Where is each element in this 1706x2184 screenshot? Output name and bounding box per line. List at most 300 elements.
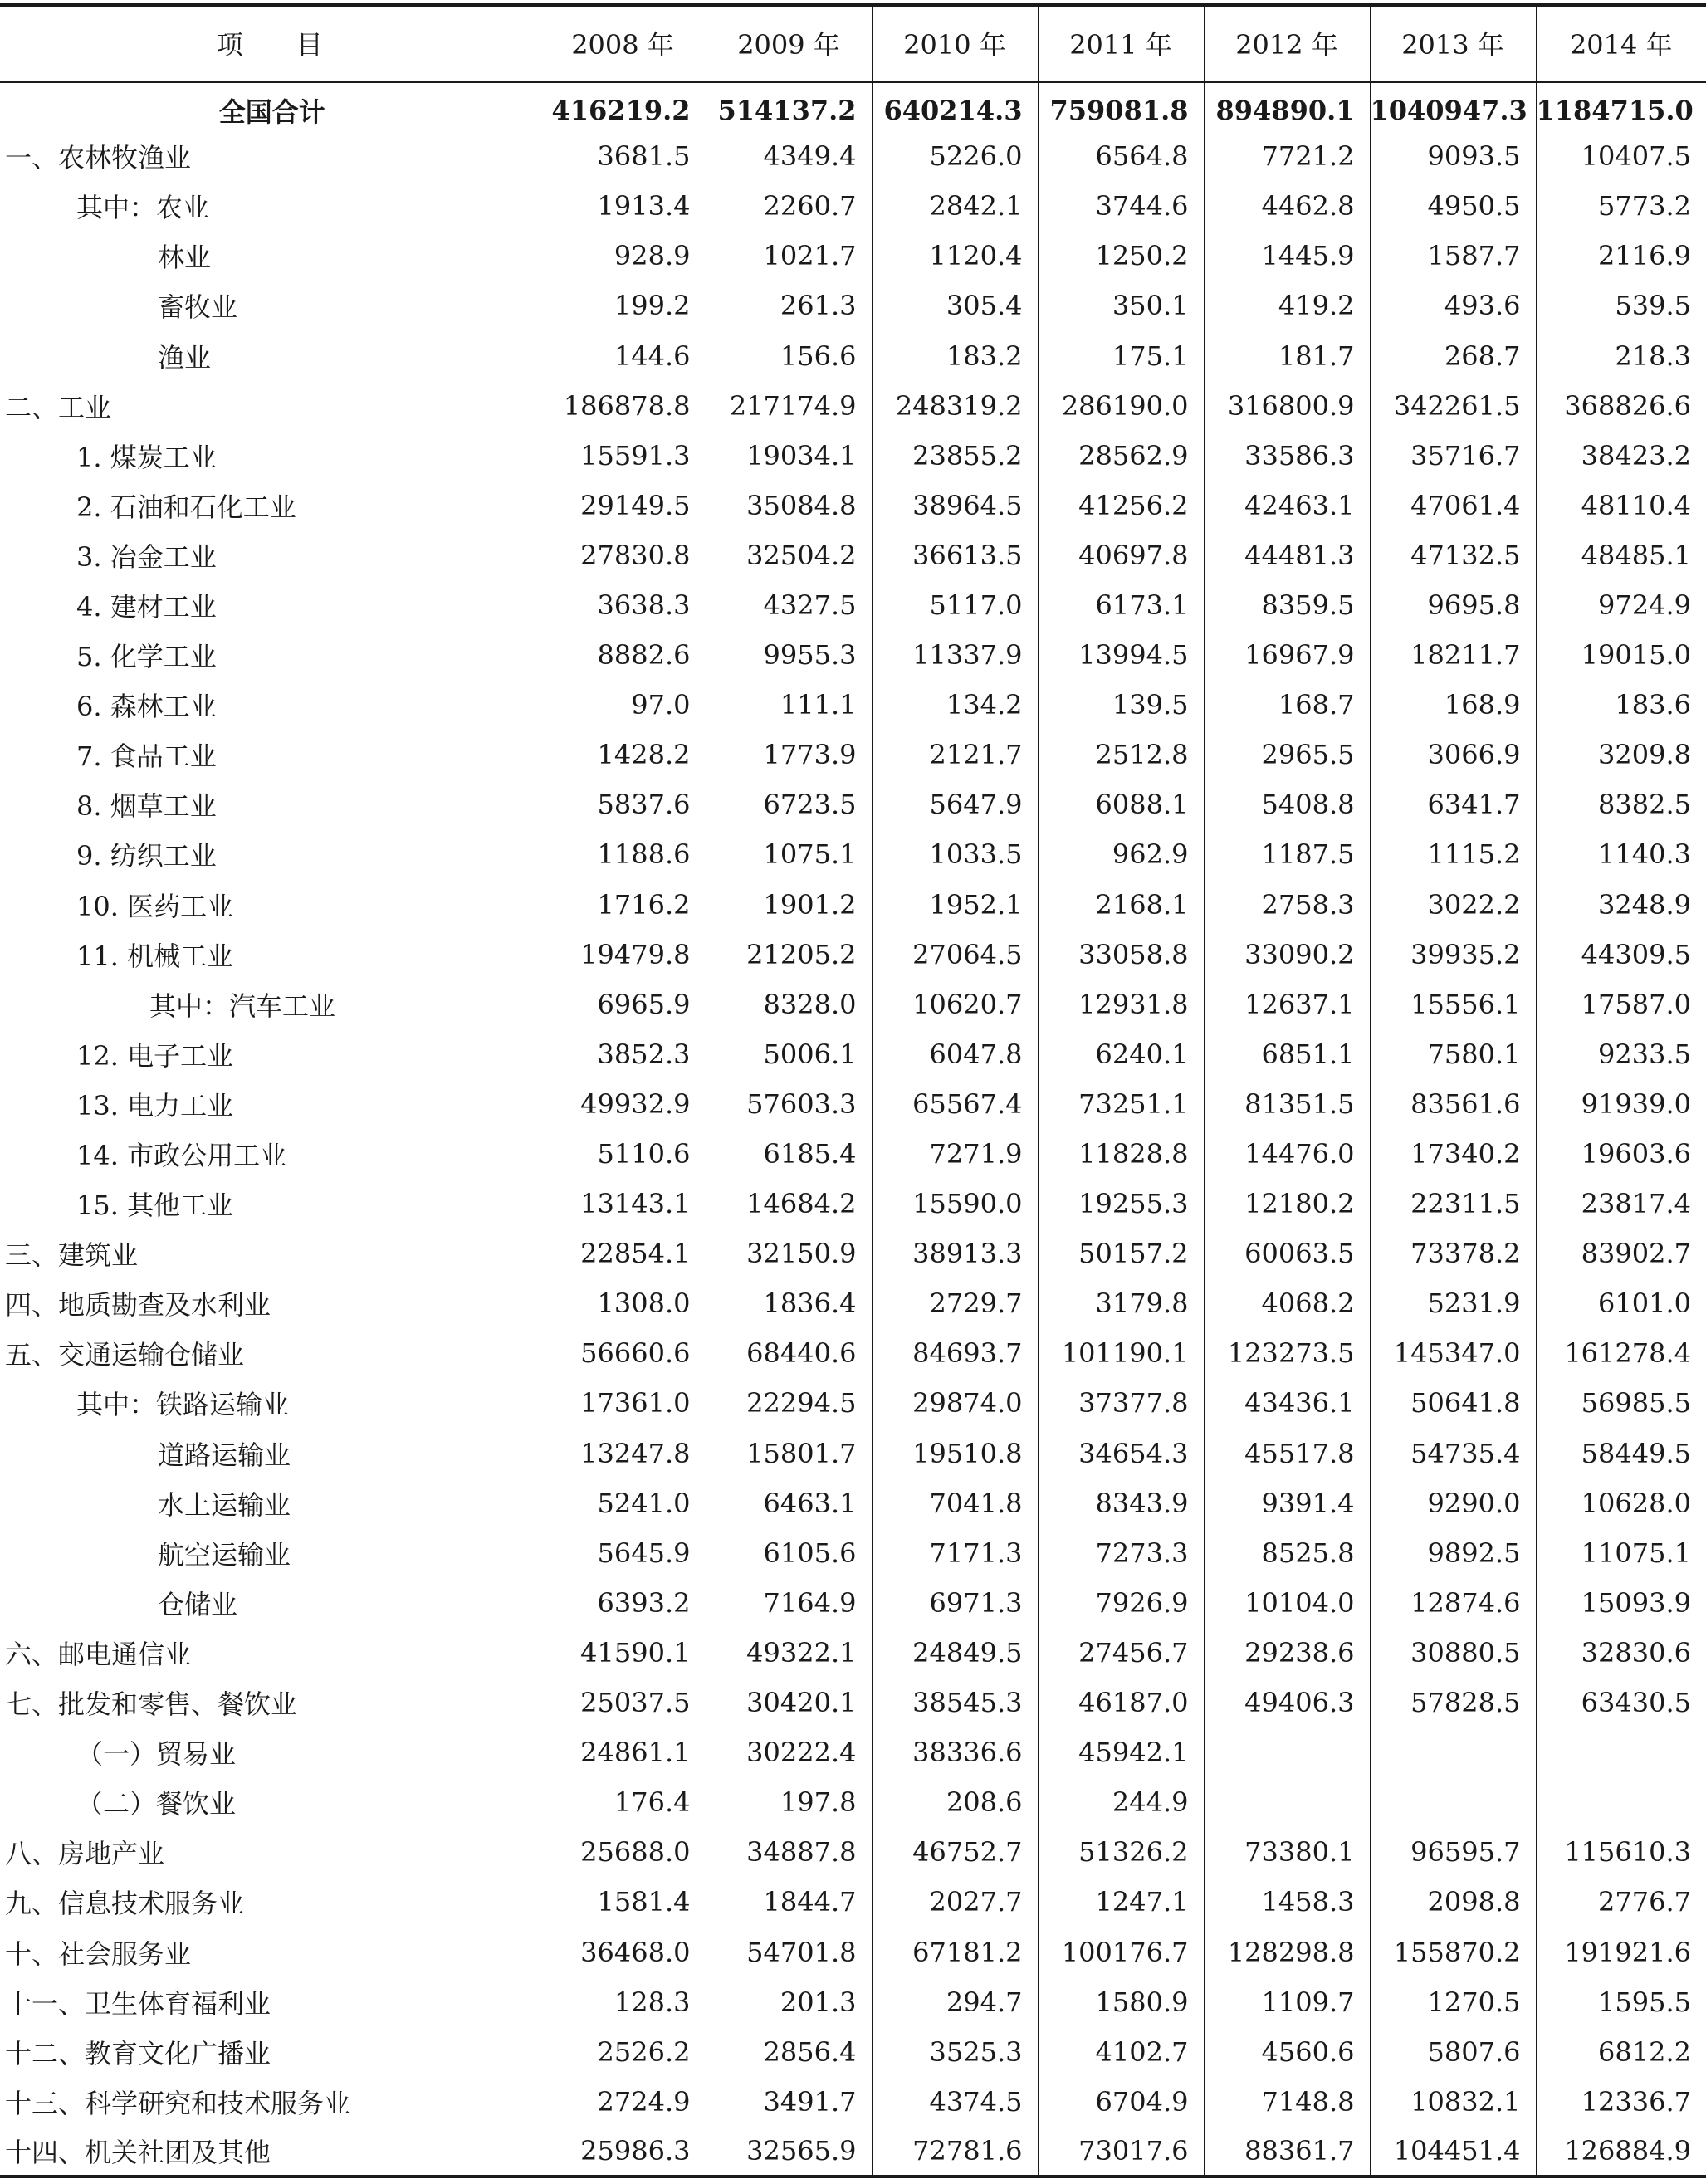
- value-cell: 493.6: [1370, 281, 1536, 330]
- value-cell: 47061.4: [1370, 481, 1536, 530]
- value-cell: 6173.1: [1038, 580, 1204, 630]
- value-cell: 4349.4: [706, 131, 872, 181]
- value-cell: 15591.3: [540, 431, 706, 481]
- value-cell: 3681.5: [540, 131, 706, 181]
- value-cell: 2121.7: [872, 730, 1038, 779]
- value-cell: 6105.6: [706, 1528, 872, 1578]
- value-cell: 5645.9: [540, 1528, 706, 1578]
- value-cell: 23855.2: [872, 431, 1038, 481]
- value-cell: 5807.6: [1370, 2027, 1536, 2077]
- value-cell: 17340.2: [1370, 1129, 1536, 1179]
- value-cell: 3638.3: [540, 580, 706, 630]
- value-cell: 60063.5: [1204, 1229, 1370, 1278]
- table-row: [0, 880, 1706, 930]
- value-cell: 539.5: [1536, 281, 1706, 330]
- value-cell: 7148.8: [1204, 2077, 1370, 2127]
- value-cell: 42463.1: [1204, 481, 1370, 530]
- row-label: 全国合计: [218, 95, 325, 128]
- value-cell: 316800.9: [1204, 381, 1370, 431]
- row-label: 畜牧业: [158, 291, 238, 324]
- row-label: 仓储业: [158, 1588, 238, 1620]
- value-cell: 1595.5: [1536, 1977, 1706, 2027]
- value-cell: 1040947.3: [1370, 81, 1536, 131]
- table-row: [0, 730, 1706, 779]
- value-cell: 13143.1: [540, 1179, 706, 1229]
- value-cell: 19034.1: [706, 431, 872, 481]
- value-cell: 640214.3: [872, 81, 1038, 131]
- row-label: 6. 森林工业: [76, 691, 217, 723]
- value-cell: 145347.0: [1370, 1328, 1536, 1378]
- row-label: 林业: [158, 242, 212, 274]
- value-cell: 156.6: [706, 330, 872, 380]
- value-cell: 1458.3: [1204, 1877, 1370, 1927]
- value-cell: 13994.5: [1038, 630, 1204, 680]
- value-cell: 49932.9: [540, 1079, 706, 1129]
- value-cell: 37377.8: [1038, 1378, 1204, 1428]
- value-cell: 6088.1: [1038, 779, 1204, 829]
- value-cell: [1536, 1777, 1706, 1827]
- value-cell: 14476.0: [1204, 1129, 1370, 1179]
- value-cell: [1204, 1727, 1370, 1777]
- value-cell: 416219.2: [540, 81, 706, 131]
- value-cell: 1115.2: [1370, 829, 1536, 879]
- value-cell: 7041.8: [872, 1478, 1038, 1528]
- value-cell: 5408.8: [1204, 779, 1370, 829]
- row-label: 八、房地产业: [5, 1838, 165, 1870]
- row-label: 十四、机关社团及其他: [0, 2127, 540, 2177]
- value-cell: 2098.8: [1370, 1877, 1536, 1927]
- value-cell: 7926.9: [1038, 1578, 1204, 1628]
- header-year-2013: 2013 年: [1370, 5, 1536, 81]
- value-cell: 244.9: [1038, 1777, 1204, 1827]
- row-label: 12. 电子工业: [76, 1039, 234, 1072]
- value-cell: 1773.9: [706, 730, 872, 779]
- row-label: 三、建筑业: [5, 1239, 139, 1272]
- value-cell: 73380.1: [1204, 1827, 1370, 1877]
- value-cell: 18211.7: [1370, 630, 1536, 680]
- value-cell: 139.5: [1038, 680, 1204, 730]
- value-cell: 32565.9: [706, 2127, 872, 2177]
- value-cell: 181.7: [1204, 330, 1370, 380]
- value-cell: 36468.0: [540, 1927, 706, 1976]
- value-cell: [1370, 1777, 1536, 1827]
- value-cell: 2260.7: [706, 181, 872, 231]
- value-cell: 183.6: [1536, 680, 1706, 730]
- value-cell: 54735.4: [1370, 1429, 1536, 1478]
- value-cell: 186878.8: [540, 381, 706, 431]
- value-cell: 7580.1: [1370, 1029, 1536, 1079]
- row-label: 13. 电力工业: [76, 1089, 234, 1121]
- value-cell: 3209.8: [1536, 730, 1706, 779]
- value-cell: 2758.3: [1204, 880, 1370, 930]
- value-cell: 50641.8: [1370, 1378, 1536, 1428]
- statistics-table: [0, 3, 1706, 2178]
- value-cell: 19255.3: [1038, 1179, 1204, 1229]
- value-cell: 44481.3: [1204, 530, 1370, 580]
- value-cell: 759081.8: [1038, 81, 1204, 131]
- value-cell: 15590.0: [872, 1179, 1038, 1229]
- value-cell: 3491.7: [706, 2077, 872, 2127]
- value-cell: 1428.2: [540, 730, 706, 779]
- value-cell: 8882.6: [540, 630, 706, 680]
- value-cell: 1120.4: [872, 231, 1038, 281]
- value-cell: 22854.1: [540, 1229, 706, 1278]
- value-cell: 1140.3: [1536, 829, 1706, 879]
- table-row: [0, 1827, 1706, 1877]
- table-row: [0, 1429, 1706, 1478]
- value-cell: 39935.2: [1370, 930, 1536, 980]
- value-cell: 11828.8: [1038, 1129, 1204, 1179]
- value-cell: 2842.1: [872, 181, 1038, 231]
- row-label: 七、批发和零售、餐饮业: [5, 1688, 298, 1721]
- value-cell: 6704.9: [1038, 2077, 1204, 2127]
- value-cell: 4560.6: [1204, 2027, 1370, 2077]
- value-cell: 342261.5: [1370, 381, 1536, 431]
- value-cell: 5006.1: [706, 1029, 872, 1079]
- value-cell: 7271.9: [872, 1129, 1038, 1179]
- row-label: 9. 纺织工业: [76, 840, 217, 872]
- value-cell: 3744.6: [1038, 181, 1204, 231]
- value-cell: 56985.5: [1536, 1378, 1706, 1428]
- value-cell: 38913.3: [872, 1229, 1038, 1278]
- value-cell: 2512.8: [1038, 730, 1204, 779]
- table-row: [0, 381, 1706, 431]
- table-row: [0, 930, 1706, 980]
- value-cell: 100176.7: [1038, 1927, 1204, 1976]
- table-row: [0, 330, 1706, 380]
- table-row: [0, 1578, 1706, 1628]
- value-cell: 2729.7: [872, 1278, 1038, 1328]
- value-cell: 10832.1: [1370, 2077, 1536, 2127]
- value-cell: 10620.7: [872, 980, 1038, 1029]
- row-label: 14. 市政公用工业: [76, 1140, 287, 1172]
- value-cell: 1033.5: [872, 829, 1038, 879]
- value-cell: 7273.3: [1038, 1528, 1204, 1578]
- row-label: 十二、教育文化广播业: [5, 2037, 271, 2069]
- value-cell: 514137.2: [706, 81, 872, 131]
- value-cell: 29238.6: [1204, 1628, 1370, 1678]
- value-cell: 2526.2: [540, 2027, 706, 2077]
- value-cell: 41590.1: [540, 1628, 706, 1678]
- value-cell: 27456.7: [1038, 1628, 1204, 1678]
- value-cell: 22311.5: [1370, 1179, 1536, 1229]
- value-cell: 1836.4: [706, 1278, 872, 1328]
- table-row: [0, 1678, 1706, 1727]
- value-cell: 191921.6: [1536, 1927, 1706, 1976]
- table-row: [0, 2127, 1706, 2177]
- value-cell: 41256.2: [1038, 481, 1204, 530]
- value-cell: 261.3: [706, 281, 872, 330]
- table-row: [0, 1478, 1706, 1528]
- value-cell: 48110.4: [1536, 481, 1706, 530]
- row-label: 道路运输业: [158, 1439, 291, 1471]
- header-item: 项 目: [0, 5, 540, 81]
- row-label: 二、工业: [5, 391, 112, 423]
- table-row: [0, 481, 1706, 530]
- value-cell: 49406.3: [1204, 1678, 1370, 1727]
- value-cell: 1250.2: [1038, 231, 1204, 281]
- value-cell: 34654.3: [1038, 1429, 1204, 1478]
- table-header: [0, 5, 1706, 81]
- value-cell: 24849.5: [872, 1628, 1038, 1678]
- table-row: [0, 431, 1706, 481]
- value-cell: 29874.0: [872, 1378, 1038, 1428]
- value-cell: 5117.0: [872, 580, 1038, 630]
- value-cell: 248319.2: [872, 381, 1038, 431]
- value-cell: 9233.5: [1536, 1029, 1706, 1079]
- value-cell: 12931.8: [1038, 980, 1204, 1029]
- table-row: [0, 131, 1706, 181]
- value-cell: 35716.7: [1370, 431, 1536, 481]
- value-cell: 1580.9: [1038, 1977, 1204, 2027]
- value-cell: 1445.9: [1204, 231, 1370, 281]
- value-cell: 217174.9: [706, 381, 872, 431]
- value-cell: [1370, 1727, 1536, 1777]
- value-cell: 17587.0: [1536, 980, 1706, 1029]
- table-row: [0, 1029, 1706, 1079]
- row-label: 8. 烟草工业: [76, 790, 217, 823]
- value-cell: 27830.8: [540, 530, 706, 580]
- value-cell: 13247.8: [540, 1429, 706, 1478]
- value-cell: 24861.1: [540, 1727, 706, 1777]
- row-label: 十三、科学研究和技术服务业: [5, 2087, 351, 2119]
- row-label: 11. 机械工业: [76, 940, 234, 972]
- value-cell: 419.2: [1204, 281, 1370, 330]
- value-cell: 21205.2: [706, 930, 872, 980]
- value-cell: 9093.5: [1370, 131, 1536, 181]
- row-label: 六、邮电通信业: [5, 1638, 192, 1670]
- value-cell: 63430.5: [1536, 1678, 1706, 1727]
- table-row: [0, 1278, 1706, 1328]
- value-cell: 1184715.0: [1536, 81, 1706, 131]
- header-year-2011: 2011 年: [1038, 5, 1204, 81]
- value-cell: 286190.0: [1038, 381, 1204, 431]
- value-cell: 368826.6: [1536, 381, 1706, 431]
- value-cell: 3022.2: [1370, 880, 1536, 930]
- value-cell: 7164.9: [706, 1578, 872, 1628]
- value-cell: 5837.6: [540, 779, 706, 829]
- value-cell: 56660.6: [540, 1328, 706, 1378]
- value-cell: 2965.5: [1204, 730, 1370, 779]
- row-label: 航空运输业: [158, 1538, 291, 1571]
- value-cell: 25037.5: [540, 1678, 706, 1727]
- value-cell: 208.6: [872, 1777, 1038, 1827]
- table-row: [0, 231, 1706, 281]
- value-cell: 97.0: [540, 680, 706, 730]
- table-row: [0, 1328, 1706, 1378]
- value-cell: 25986.3: [540, 2127, 706, 2177]
- value-cell: 9290.0: [1370, 1478, 1536, 1528]
- value-cell: 126884.9: [1536, 2127, 1706, 2177]
- row-label: 渔业: [158, 341, 212, 374]
- value-cell: 15801.7: [706, 1429, 872, 1478]
- table-body: [0, 81, 1706, 2177]
- table-row: [0, 1528, 1706, 1578]
- row-label: 一、农林牧渔业: [5, 142, 192, 174]
- value-cell: 6185.4: [706, 1129, 872, 1179]
- value-cell: 111.1: [706, 680, 872, 730]
- value-cell: 38545.3: [872, 1678, 1038, 1727]
- value-cell: 46187.0: [1038, 1678, 1204, 1727]
- row-label: 2. 石油和石化工业: [76, 491, 296, 523]
- value-cell: 33586.3: [1204, 431, 1370, 481]
- value-cell: 29149.5: [540, 481, 706, 530]
- value-cell: 2116.9: [1536, 231, 1706, 281]
- value-cell: 65567.4: [872, 1079, 1038, 1129]
- value-cell: 1270.5: [1370, 1977, 1536, 2027]
- value-cell: 218.3: [1536, 330, 1706, 380]
- value-cell: 51326.2: [1038, 1827, 1204, 1877]
- value-cell: 4462.8: [1204, 181, 1370, 231]
- header-year-2009: 2009 年: [706, 5, 872, 81]
- value-cell: 83561.6: [1370, 1079, 1536, 1129]
- value-cell: 144.6: [540, 330, 706, 380]
- value-cell: 268.7: [1370, 330, 1536, 380]
- value-cell: 6965.9: [540, 980, 706, 1029]
- value-cell: 83902.7: [1536, 1229, 1706, 1278]
- value-cell: 22294.5: [706, 1378, 872, 1428]
- value-cell: 6851.1: [1204, 1029, 1370, 1079]
- value-cell: 161278.4: [1536, 1328, 1706, 1378]
- value-cell: 5226.0: [872, 131, 1038, 181]
- table-row: [0, 1079, 1706, 1129]
- value-cell: 1844.7: [706, 1877, 872, 1927]
- value-cell: 3179.8: [1038, 1278, 1204, 1328]
- value-cell: 1247.1: [1038, 1877, 1204, 1927]
- row-label: 九、信息技术服务业: [5, 1888, 245, 1920]
- value-cell: 48485.1: [1536, 530, 1706, 580]
- value-cell: 305.4: [872, 281, 1038, 330]
- value-cell: 30420.1: [706, 1678, 872, 1727]
- table-row: [0, 1129, 1706, 1179]
- value-cell: 1952.1: [872, 880, 1038, 930]
- value-cell: 15093.9: [1536, 1578, 1706, 1628]
- table-row: [0, 281, 1706, 330]
- value-cell: 4068.2: [1204, 1278, 1370, 1328]
- value-cell: 73378.2: [1370, 1229, 1536, 1278]
- value-cell: 38423.2: [1536, 431, 1706, 481]
- table-row: [0, 530, 1706, 580]
- value-cell: 44309.5: [1536, 930, 1706, 980]
- header-year-2012: 2012 年: [1204, 5, 1370, 81]
- table-row: [0, 1777, 1706, 1827]
- value-cell: 40697.8: [1038, 530, 1204, 580]
- value-cell: 30880.5: [1370, 1628, 1536, 1678]
- value-cell: 6240.1: [1038, 1029, 1204, 1079]
- value-cell: 104451.4: [1370, 2127, 1536, 2177]
- row-label: 十一、卫生体育福利业: [5, 1987, 271, 2020]
- value-cell: 32830.6: [1536, 1628, 1706, 1678]
- table-row: [0, 580, 1706, 630]
- value-cell: 6393.2: [540, 1578, 706, 1628]
- value-cell: 134.2: [872, 680, 1038, 730]
- value-cell: 50157.2: [1038, 1229, 1204, 1278]
- table-row: [0, 1927, 1706, 1976]
- value-cell: 11337.9: [872, 630, 1038, 680]
- value-cell: 4102.7: [1038, 2027, 1204, 2077]
- value-cell: 6047.8: [872, 1029, 1038, 1079]
- value-cell: 12874.6: [1370, 1578, 1536, 1628]
- row-label: 3. 冶金工业: [76, 540, 217, 573]
- table-row: [0, 1378, 1706, 1428]
- value-cell: 962.9: [1038, 829, 1204, 879]
- value-cell: 1188.6: [540, 829, 706, 879]
- value-cell: 10104.0: [1204, 1578, 1370, 1628]
- value-cell: 73251.1: [1038, 1079, 1204, 1129]
- value-cell: 33090.2: [1204, 930, 1370, 980]
- value-cell: 88361.7: [1204, 2127, 1370, 2177]
- value-cell: 17361.0: [540, 1378, 706, 1428]
- table-row: [0, 630, 1706, 680]
- row-label: 1. 煤炭工业: [76, 441, 217, 473]
- value-cell: 123273.5: [1204, 1328, 1370, 1378]
- value-cell: 6463.1: [706, 1478, 872, 1528]
- header-year-2014: 2014 年: [1536, 5, 1706, 81]
- value-cell: 3248.9: [1536, 880, 1706, 930]
- header-year-2010: 2010 年: [872, 5, 1038, 81]
- value-cell: 57828.5: [1370, 1678, 1536, 1727]
- value-cell: 1021.7: [706, 231, 872, 281]
- value-cell: 19479.8: [540, 930, 706, 980]
- value-cell: 128298.8: [1204, 1927, 1370, 1976]
- value-cell: 155870.2: [1370, 1927, 1536, 1976]
- table-row: [0, 1977, 1706, 2027]
- value-cell: 6564.8: [1038, 131, 1204, 181]
- row-label: 五、交通运输仓储业: [5, 1339, 245, 1371]
- value-cell: 91939.0: [1536, 1079, 1706, 1129]
- value-cell: 46752.7: [872, 1827, 1038, 1877]
- value-cell: 115610.3: [1536, 1827, 1706, 1877]
- value-cell: 7171.3: [872, 1528, 1038, 1578]
- value-cell: 2856.4: [706, 2027, 872, 2077]
- value-cell: 34887.8: [706, 1827, 872, 1877]
- table-row: [0, 829, 1706, 879]
- row-label: 四、地质勘查及水利业: [5, 1289, 271, 1322]
- value-cell: 12637.1: [1204, 980, 1370, 1029]
- row-label: 其中：铁路运输业: [76, 1389, 290, 1421]
- value-cell: 35084.8: [706, 481, 872, 530]
- value-cell: 27064.5: [872, 930, 1038, 980]
- value-cell: 4327.5: [706, 580, 872, 630]
- table-row: [0, 1229, 1706, 1278]
- value-cell: 32150.9: [706, 1229, 872, 1278]
- table-row: [0, 2027, 1706, 2077]
- value-cell: 350.1: [1038, 281, 1204, 330]
- value-cell: 9695.8: [1370, 580, 1536, 630]
- value-cell: 1581.4: [540, 1877, 706, 1927]
- total-row: [0, 81, 1706, 131]
- row-label: 7. 食品工业: [76, 740, 217, 773]
- value-cell: 3525.3: [872, 2027, 1038, 2077]
- table-row: [0, 1179, 1706, 1229]
- value-cell: 32504.2: [706, 530, 872, 580]
- value-cell: 16967.9: [1204, 630, 1370, 680]
- value-cell: 197.8: [706, 1777, 872, 1827]
- value-cell: 23817.4: [1536, 1179, 1706, 1229]
- value-cell: 12180.2: [1204, 1179, 1370, 1229]
- header-row: [0, 5, 1706, 81]
- value-cell: 8343.9: [1038, 1478, 1204, 1528]
- value-cell: 294.7: [872, 1977, 1038, 2027]
- value-cell: 1913.4: [540, 181, 706, 231]
- value-cell: 9955.3: [706, 630, 872, 680]
- value-cell: 9892.5: [1370, 1528, 1536, 1578]
- value-cell: 1901.2: [706, 880, 872, 930]
- value-cell: 6723.5: [706, 779, 872, 829]
- value-cell: 19603.6: [1536, 1129, 1706, 1179]
- value-cell: 14684.2: [706, 1179, 872, 1229]
- value-cell: 49322.1: [706, 1628, 872, 1678]
